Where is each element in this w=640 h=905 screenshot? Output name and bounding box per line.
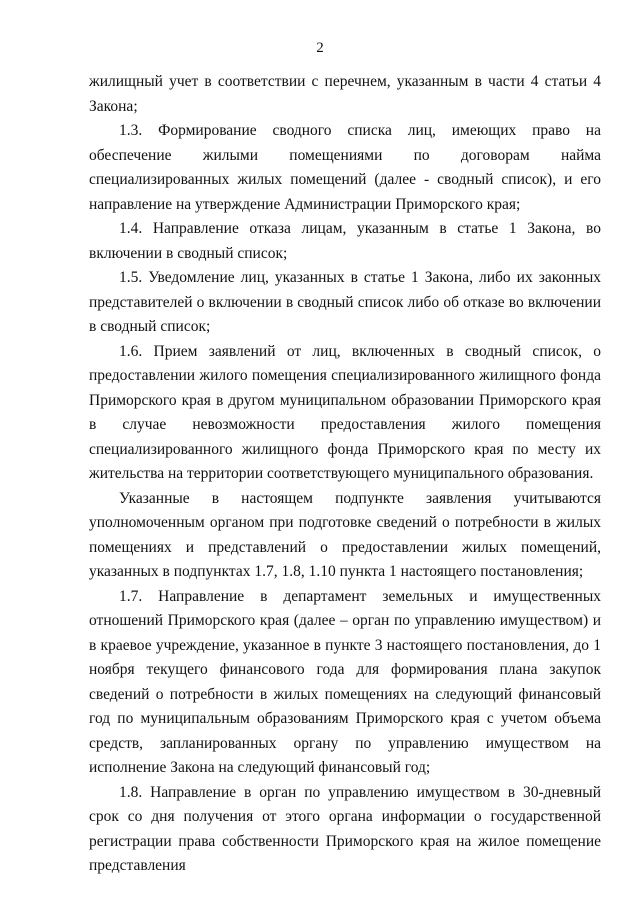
paragraph-1-7: 1.7. Направление в департамент земельных и имущественных отношений Приморского края (далее – орган по управлению имуществом) и в краевое учреждение, указанное в пункте 3 настоящего постановления, до 1 ноября текущего финансового года для формирования плана закупок сведений о потребности в жилых помещениях на следующий финансовый год по муниципальным образованиям Приморского края с учетом объема средств, запланированных органу по управлению имуществом на исполнение Закона на следующий финансовый год; [89,587,601,776]
paragraph-1-3: 1.3. Формирование сводного списка лиц, имеющих право на обеспечение жилыми помещениями по договорам найма специализированных жилых помещений (далее - сводный список), и его направление на утверждение Администрации Приморского края; [89,122,601,213]
page-number: 2 [316,40,324,56]
paragraph-1-6: 1.6. Прием заявлений от лиц, включенных в сводный список, о предоставлении жилого помещения специализированного жилищного фонда Приморского края в другом муниципальном образовании Приморского края в случае невозможности предоставления жилого помещения специализированного жилищного фонда Приморского края по месту их жительства на территории соответствующего муниципального образования. [89,342,601,482]
document-body [89,70,601,879]
paragraph-1-8: 1.8. Направление в орган по управлению имуществом в 30-дневный срок со дня получения от этого органа информации о государственной регистрации права собственности Приморского края на жилое помещение представления [89,783,601,874]
paragraph-1-5: 1.5. Уведомление лиц, указанных в статье 1 Закона, либо их законных представителей о включении в сводный список либо об отказе во включении в сводный список; [89,269,601,335]
paragraph-1-4: 1.4. Направление отказа лицам, указанным в статье 1 Закона, во включении в сводный список; [89,220,601,262]
paragraph-continuation: жилищный учет в соответствии с перечнем, указанным в части 4 статьи 4 Закона; [89,73,601,115]
paragraph-1-6-note: Указанные в настоящем подпункте заявления учитываются уполномоченным органом при подготовке сведений о потребности в жилых помещениях и представлений о предоставлении жилых помещений, указанных в подпунктах 1.7, 1.8, 1.10 пункта 1 настоящего постановления; [89,489,601,580]
